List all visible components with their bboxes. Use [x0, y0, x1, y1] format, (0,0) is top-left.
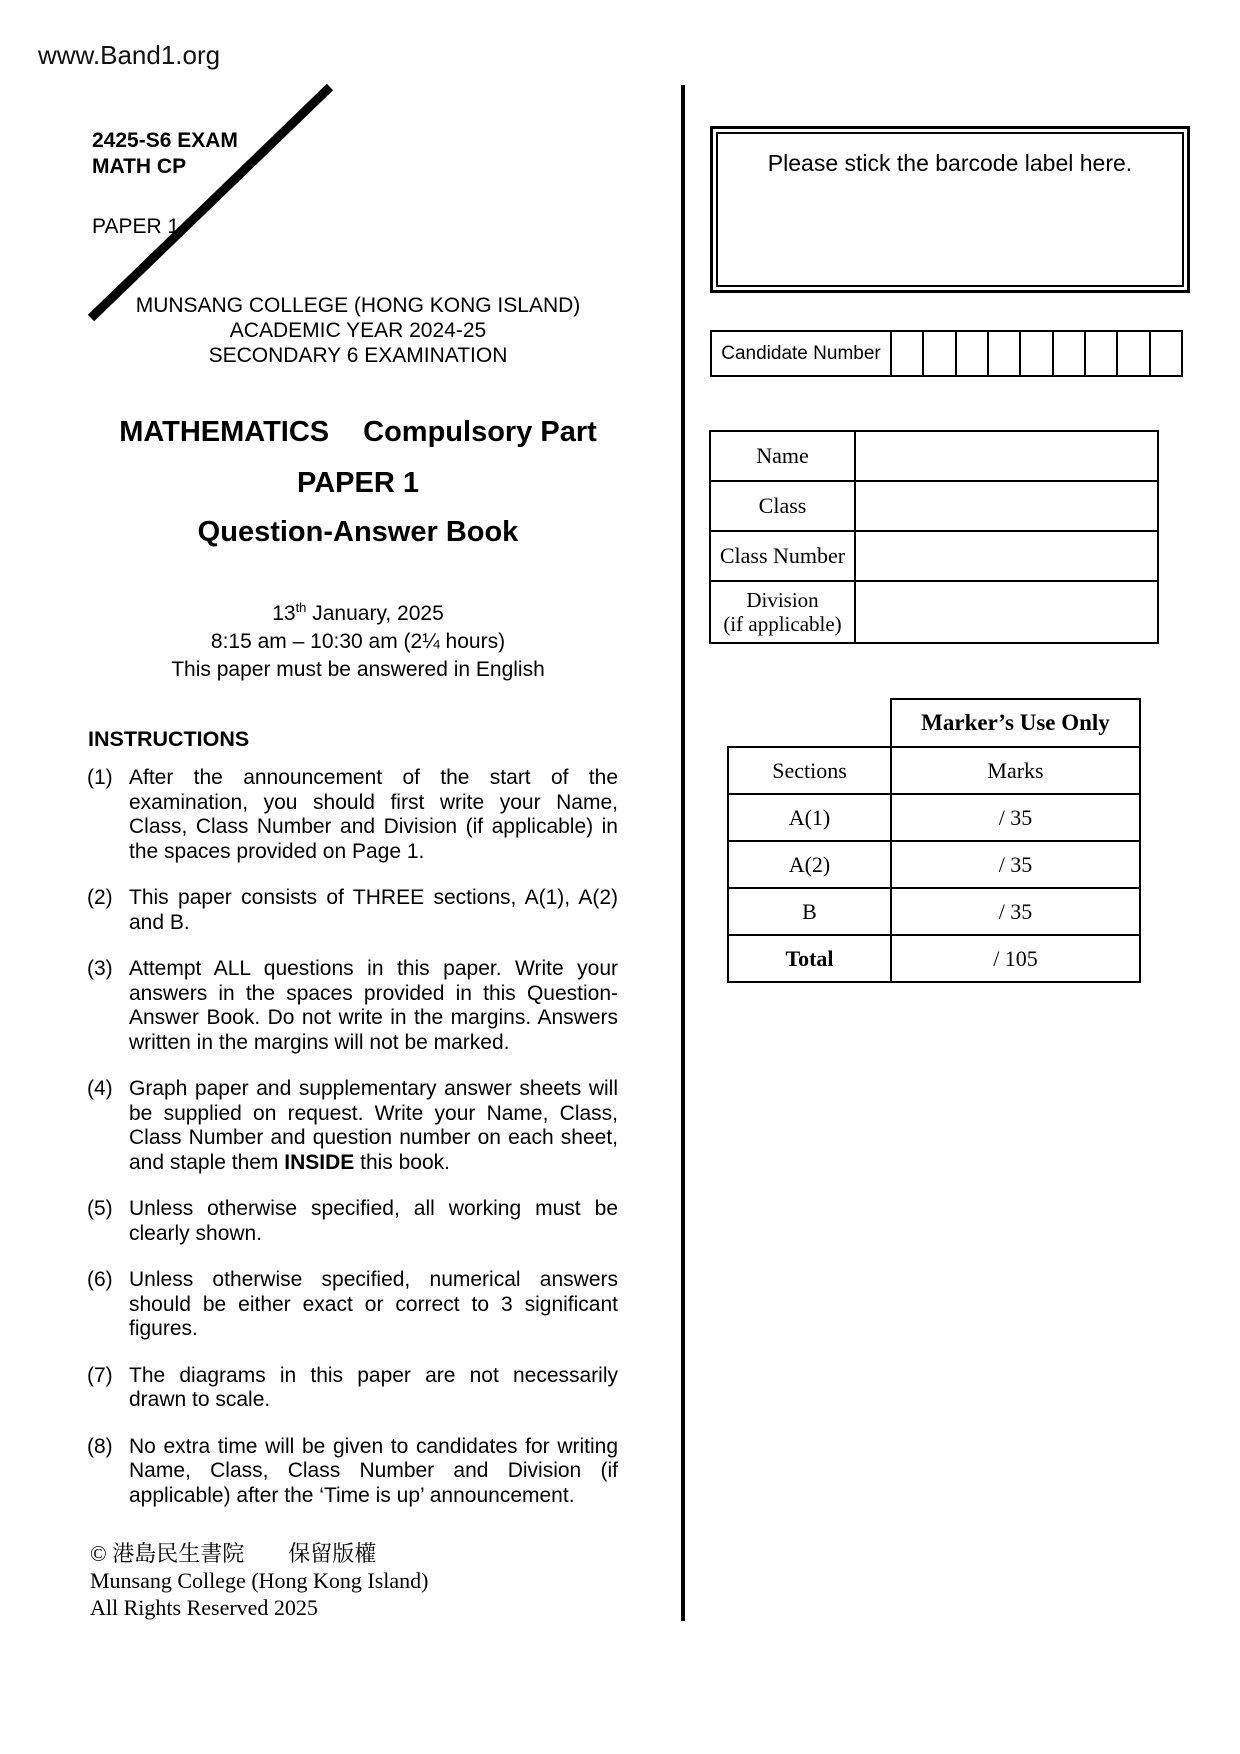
candidate-number-cell: [1116, 332, 1148, 375]
student-info-value: [855, 481, 1158, 531]
marker-row: [728, 935, 1140, 982]
instruction-text: Graph paper and supplementary answer sheets will be supplied on request. Write your Name, Class, Class Number and question number on each sheet, and staple them INSIDE this book.: [129, 1077, 618, 1174]
student-info-row: [710, 481, 1158, 531]
instruction-text: Unless otherwise specified, all working must be clearly shown.: [129, 1197, 618, 1245]
candidate-number-cell: [1084, 332, 1116, 375]
marker-section: A(1): [728, 794, 891, 841]
instruction-number: (2): [87, 886, 113, 909]
student-info-row: [710, 431, 1158, 481]
marker-marks: / 35: [891, 794, 1140, 841]
student-info-row: [710, 581, 1158, 643]
student-info-value: [855, 581, 1158, 643]
copyright-block: [90, 1540, 429, 1621]
marker-row: [728, 794, 1140, 841]
student-info-label: Class Number: [710, 531, 855, 581]
barcode-inner-frame: [716, 132, 1184, 287]
instruction-item: [87, 1435, 618, 1509]
book-title: Question-Answer Book: [197, 516, 519, 548]
marker-header-cell: Marker’s Use Only: [891, 699, 1140, 747]
candidate-number-cell: [1052, 332, 1084, 375]
copyright-college: Munsang College (Hong Kong Island): [90, 1568, 429, 1593]
site-url: www.Band1.org: [38, 40, 221, 70]
exam-date: 13th January, 2025: [272, 600, 444, 625]
exam-name: SECONDARY 6 EXAMINATION: [208, 344, 508, 367]
candidate-number-cell: [955, 332, 987, 375]
instruction-item: [87, 1077, 618, 1175]
instruction-item: [87, 1268, 618, 1342]
instruction-number: (5): [87, 1197, 113, 1220]
exam-code-block: [92, 128, 238, 240]
barcode-box: [710, 126, 1190, 293]
candidate-number-cell: [1149, 332, 1181, 375]
exam-time: 8:15 am – 10:30 am (2¼ hours): [210, 630, 506, 653]
marker-row: [728, 888, 1140, 935]
barcode-label: Please stick the barcode label here.: [767, 150, 1133, 176]
vertical-divider: [681, 85, 685, 1621]
school-block: [88, 293, 628, 368]
instruction-text: The diagrams in this paper are not necessarily drawn to scale.: [129, 1363, 618, 1411]
instruction-number: (8): [87, 1434, 113, 1458]
candidate-number-cell: [890, 332, 922, 375]
student-info-row: [710, 531, 1158, 581]
session-block: [88, 594, 628, 684]
language-note: This paper must be answered in English: [171, 658, 545, 681]
marker-col-sections: Sections: [728, 747, 891, 794]
student-info-label: Class: [710, 481, 855, 531]
exam-code-line1: 2425-S6 EXAM: [92, 129, 238, 152]
academic-year: ACADEMIC YEAR 2024-25: [229, 319, 487, 342]
instruction-text: No extra time will be given to candidates for writing Name, Class, Class Number and Division (if applicable) after the ‘Time is up’ announcement.: [129, 1434, 618, 1507]
instruction-number: (1): [87, 766, 113, 789]
instruction-number: (7): [87, 1363, 113, 1387]
copyright-cjk: © 港島民生書院 保留版權: [90, 1541, 377, 1566]
instructions-list: [87, 766, 618, 1530]
instruction-number: (3): [87, 957, 113, 980]
marker-marks: / 35: [891, 888, 1140, 935]
instruction-item: [87, 1197, 618, 1246]
student-info-value: [855, 531, 1158, 581]
instruction-text: After the announcement of the start of the examination, you should first write your Name, Class, Class Number and Division (if applicable) in the spaces provided on Page 1.: [129, 766, 618, 863]
instruction-text: Attempt ALL questions in this paper. Write your answers in the spaces provided in this Question-Answer Book. Do not write in the margins. Answers written in the margins will not be marked.: [129, 957, 618, 1054]
instruction-text: Unless otherwise specified, numerical answers should be either exact or correct to 3 significant figures.: [129, 1268, 618, 1340]
marker-section: B: [728, 888, 891, 935]
instruction-item: [87, 766, 618, 864]
marker-row: [728, 841, 1140, 888]
marker-col-marks: Marks: [891, 747, 1140, 794]
instructions-heading: INSTRUCTIONS: [88, 727, 250, 751]
student-info-table: [709, 430, 1159, 644]
marker-use-table: [727, 698, 1141, 983]
student-info-label: Division (if applicable): [710, 581, 855, 643]
date-ordinal: th: [295, 600, 307, 615]
instruction-item: [87, 1364, 618, 1413]
subject-title: [88, 416, 628, 449]
marker-section: Total: [728, 935, 891, 982]
student-info-label: Name: [710, 431, 855, 481]
subject-part: Compulsory Part: [363, 416, 597, 448]
marker-marks: / 35: [891, 841, 1140, 888]
paper-title: PAPER 1: [297, 467, 419, 499]
marker-header-spacer: [728, 699, 891, 747]
school-name: MUNSANG COLLEGE (HONG KONG ISLAND): [135, 294, 581, 317]
instruction-number: (6): [87, 1268, 113, 1291]
marker-columns-row: [728, 747, 1140, 794]
instruction-item: [87, 886, 618, 935]
candidate-number-cell: [987, 332, 1019, 375]
subject-name: MATHEMATICS: [119, 416, 330, 448]
marker-marks: / 105: [891, 935, 1140, 982]
marker-section: A(2): [728, 841, 891, 888]
instruction-item: [87, 957, 618, 1055]
marker-header-row: [728, 699, 1140, 747]
exam-code-line2: MATH CP: [92, 155, 187, 178]
student-info-value: [855, 431, 1158, 481]
candidate-number-cell: [1019, 332, 1051, 375]
candidate-number-cell: [922, 332, 954, 375]
candidate-number-label: Candidate Number: [721, 342, 881, 364]
candidate-number-box: [710, 330, 1183, 377]
exam-paper-label: PAPER 1: [92, 215, 180, 238]
instruction-text: This paper consists of THREE sections, A(1), A(2) and B.: [129, 886, 618, 934]
instruction-number: (4): [87, 1077, 113, 1100]
copyright-rights: All Rights Reserved 2025: [90, 1595, 318, 1620]
